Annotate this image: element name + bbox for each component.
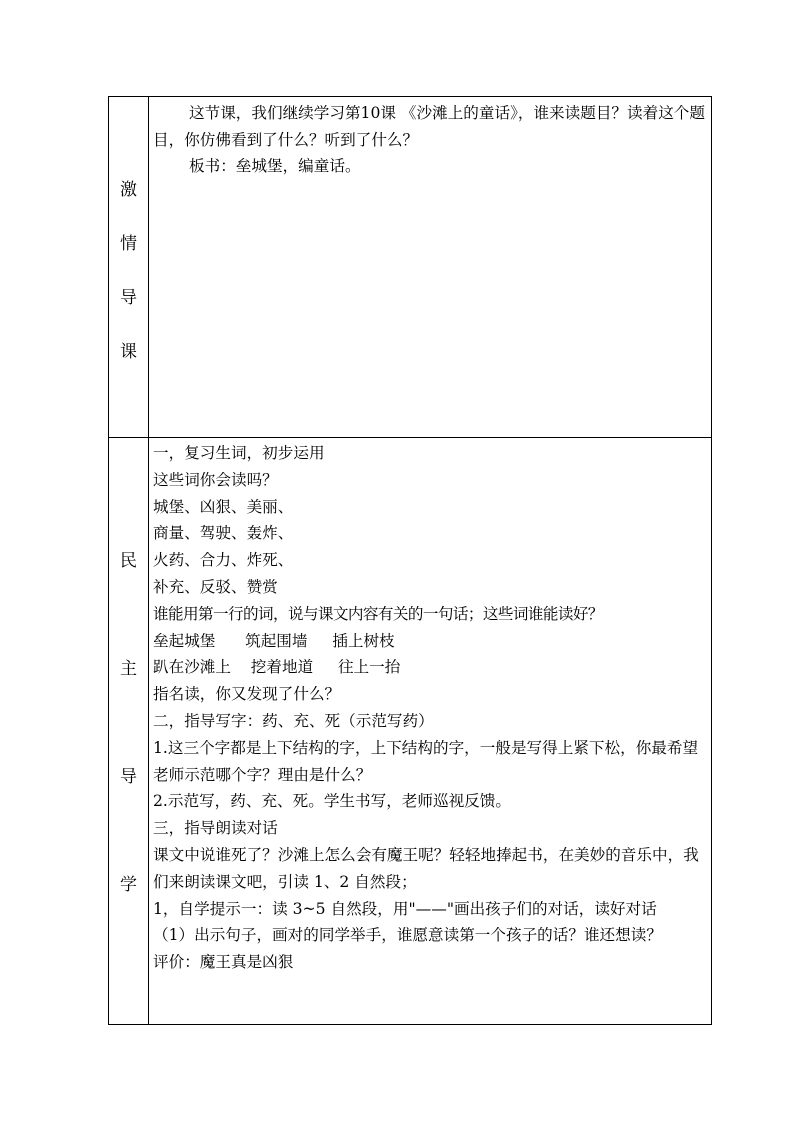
label-char: 课 (120, 342, 137, 362)
label-char: 主 (120, 659, 137, 679)
text-line: 评价：魔王真是凶狠 (153, 953, 294, 972)
word-list-line: 城堡、凶狠、美丽、 (153, 497, 294, 516)
paragraph: 这节课，我们继续学习第10课 《沙滩上的童话》，谁来读题目？读着这个题目，你仿佛看到了什么？听到了什么？ (153, 104, 705, 149)
paragraph: 板书：垒城堡，编童话。 (189, 157, 361, 176)
lesson-plan-table (108, 96, 712, 1025)
heading-review-words: 一，复习生词，初步运用 (153, 444, 325, 462)
text-line: 1，自学提示一：读 3~5 自然段，用"——"画出孩子们的对话，读好对话 (153, 899, 657, 918)
section-content-cell (149, 97, 712, 438)
word-list-line: 火药、合力、炸死、 (153, 551, 294, 570)
text-line: 2.示范写，药、充、死。学生书写，老师巡视反馈。 (153, 792, 511, 811)
phrase-line: 趴在沙滩上 挖着地道 往上一抬 (153, 658, 401, 677)
word-list-line: 商量、驾驶、轰炸、 (153, 524, 294, 543)
heading-reading: 三，指导朗读对话 (153, 819, 278, 838)
text-line: （1）出示句子，画对的同学举手，谁愿意读第一个孩子的话？谁还想读？ (153, 926, 662, 945)
section-content (149, 97, 711, 180)
section-row-intro (109, 97, 712, 438)
text-line: 谁能用第一行的词，说与课文内容有关的一句话；这些词谁能读好？ (153, 604, 603, 623)
section-label-cell (109, 438, 149, 1025)
text-line: 指名读，你又发现了什么？ (153, 685, 341, 704)
label-char: 情 (120, 234, 137, 254)
text-line: 这些词你会读吗？ (153, 470, 278, 489)
label-char: 民 (120, 551, 137, 571)
section-label (109, 438, 148, 1024)
label-char: 导 (120, 767, 137, 787)
label-char: 学 (120, 875, 137, 895)
label-char: 激 (120, 180, 137, 200)
section-label-cell (109, 97, 149, 438)
section-content (149, 438, 711, 976)
section-label (109, 97, 148, 437)
phrase-line: 垒起城堡 筑起围墙 插上树枝 (153, 631, 395, 650)
text-line: 课文中说谁死了？沙滩上怎么会有魔王呢？轻轻地捧起书，在美妙的音乐中，我们来朗读课文吧，引读 1、2 自然段； (153, 845, 699, 891)
section-row-guided-learning (109, 438, 712, 1025)
heading-writing: 二，指导写字：药、充、死（示范写药） (153, 711, 434, 730)
section-content-cell (149, 438, 712, 1025)
label-char: 导 (120, 288, 137, 308)
word-list-line: 补充、反驳、赞赏 (153, 577, 278, 596)
text-line: 1.这三个字都是上下结构的字，上下结构的字，一般是写得上紧下松，你最希望老师示范哪个字？理由是什么？ (153, 738, 699, 784)
